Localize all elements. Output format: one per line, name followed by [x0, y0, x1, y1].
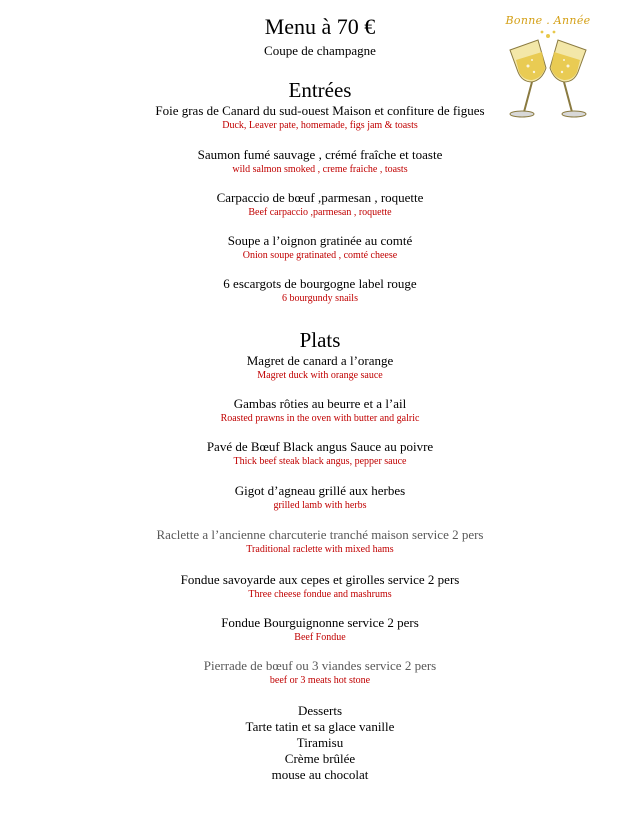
dish-name-fr: Raclette a l’ancienne charcuterie tranché maison service 2 pers	[156, 527, 484, 542]
dish-name-fr: Gambas rôties au beurre et a l’ail	[233, 396, 407, 411]
section-heading-plats: Plats	[299, 328, 341, 352]
dish-name-en: Magret duck with orange sauce	[257, 370, 383, 381]
dish-name-fr: Foie gras de Canard du sud-ouest Maison et confiture de figues	[155, 103, 485, 118]
menu-item	[0, 439, 640, 468]
dish-name-fr: Pierrade de bœuf ou 3 viandes service 2 pers	[203, 658, 437, 673]
dish-name-en: wild salmon smoked , creme fraiche , toasts	[232, 164, 408, 175]
desserts-section	[0, 702, 640, 783]
dish-name-en: grilled lamb with herbs	[273, 500, 367, 511]
dessert-item: Crème brûlée	[284, 751, 356, 766]
dish-name-fr: Fondue Bourguignonne service 2 pers	[221, 615, 419, 630]
dish-name-en: Traditional raclette with mixed hams	[246, 544, 394, 555]
dish-name-en: Duck, Leaver pate, homemade, figs jam & toasts	[222, 120, 418, 131]
greeting-text: Bonne . Année	[505, 14, 591, 27]
menu-item	[0, 658, 640, 687]
menu-item	[0, 483, 640, 512]
dish-name-en: Beef carpaccio ,parmesan , roquette	[248, 207, 392, 218]
section-heading-desserts: Desserts	[297, 703, 343, 718]
dish-name-fr: Gigot d’agneau grillé aux herbes	[234, 483, 406, 498]
menu-title: Menu à 70 €	[264, 14, 376, 39]
menu-subtitle: Coupe de champagne	[264, 43, 376, 58]
menu-item	[0, 276, 640, 305]
dish-name-fr: Fondue savoyarde aux cepes et girolles service 2 pers	[180, 572, 460, 587]
dish-name-fr: Saumon fumé sauvage , crémé fraîche et toaste	[197, 147, 443, 162]
menu-item	[0, 396, 640, 425]
dessert-item: Tiramisu	[296, 735, 344, 750]
menu-item	[0, 190, 640, 219]
dish-name-fr: Soupe a l’oignon gratinée au comté	[227, 233, 413, 248]
menu-item	[0, 615, 640, 644]
dish-name-fr: Pavé de Bœuf Black angus Sauce au poivre	[206, 439, 434, 454]
dish-name-fr: Magret de canard a l’orange	[246, 353, 394, 368]
menu-item	[0, 527, 640, 556]
dish-name-en: Onion soupe gratinated , comté cheese	[242, 250, 398, 261]
menu-item	[0, 353, 640, 382]
dish-name-en: Thick beef steak black angus, pepper sauce	[233, 456, 407, 467]
dish-name-en: Roasted prawns in the oven with butter and galric	[220, 413, 420, 424]
dish-name-fr: 6 escargots de bourgogne label rouge	[223, 276, 417, 291]
menu-item	[0, 103, 640, 132]
menu-item	[0, 233, 640, 262]
dish-name-fr: Carpaccio de bœuf ,parmesan , roquette	[216, 190, 424, 205]
dish-name-en: beef or 3 meats hot stone	[269, 675, 371, 686]
menu-item	[0, 572, 640, 601]
dessert-item: mouse au chocolat	[271, 767, 369, 782]
dish-name-en: Three cheese fondue and mashrums	[248, 589, 392, 600]
section-heading-entrees: Entrées	[288, 78, 352, 102]
dish-name-en: Beef Fondue	[294, 632, 346, 643]
menu-item	[0, 147, 640, 176]
dish-name-en: 6 bourgundy snails	[282, 293, 358, 304]
dessert-item: Tarte tatin et sa glace vanille	[245, 719, 395, 734]
